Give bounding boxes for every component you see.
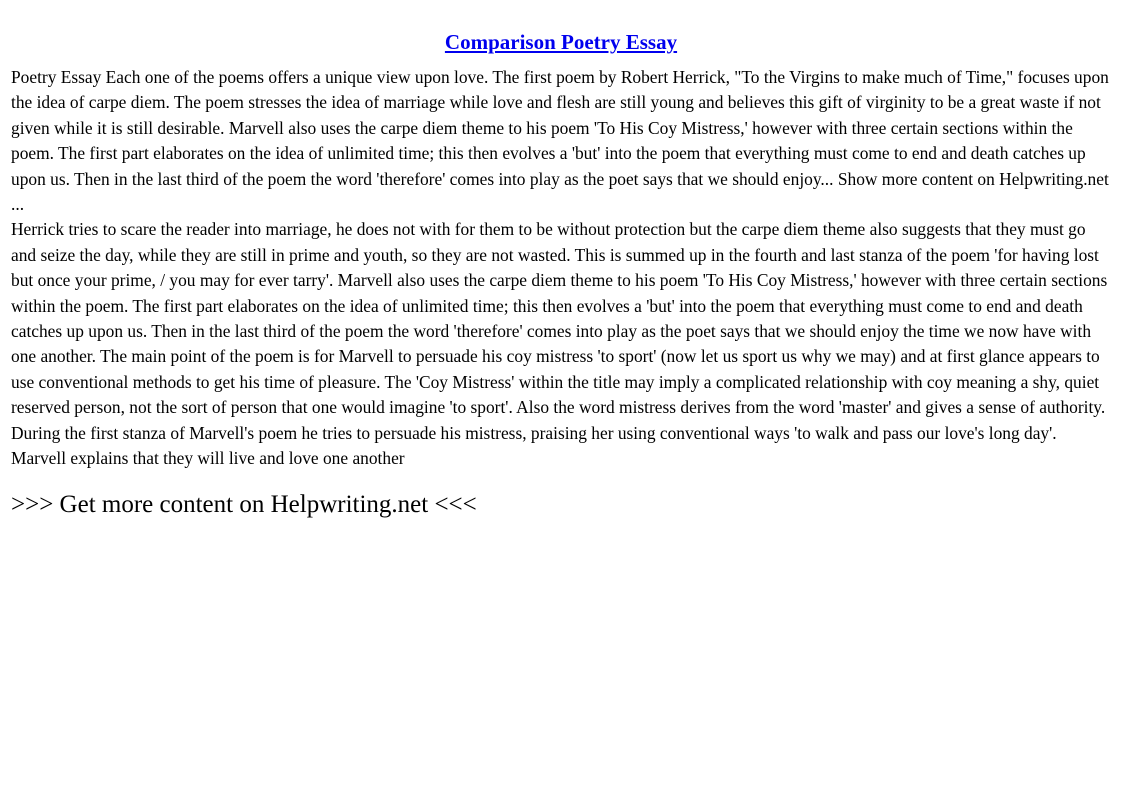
title-container [11,30,1111,55]
essay-paragraph-1: Poetry Essay Each one of the poems offers a unique view upon love. The first poem by Robert Herrick, "To the Virgins to make much of Time," focuses upon the idea of carpe diem. The poem stresses the idea of marriage while love and flesh are still young and believes this gift of virginity to be a great waste if not given while it is still desirable. Marvell also uses the carpe diem theme to his poem 'To His Coy Mistress,' however with three certain sections within the poem. The first part elaborates on the idea of unlimited time; this then evolves a 'but' into the poem that everything must come to end and death catches up upon us. Then in the last third of the poem the word 'therefore' comes into play as the poet says that we should enjoy... Show more content on Helpwriting.net ... [11,67,1109,215]
page-title-link[interactable]: Comparison Poetry Essay [444,30,678,54]
essay-paragraph-2: Herrick tries to scare the reader into marriage, he does not with for them to be without protection but the carpe diem theme also suggests that they must go and seize the day, while they are still in prime and youth, so they are not wasted. This is summed up in the fourth and last stanza of the poem 'for having lost but once your prime, / you may for ever tarry'. Marvell also uses the carpe diem theme to his poem 'To His Coy Mistress,' however with three certain sections within the poem. The first part elaborates on the idea of unlimited time; this then evolves a 'but' into the poem that everything must come to end and death catches up upon us. Then in the last third of the poem the word 'therefore' comes into play as the poet says that we should enjoy the time we now have with one another. The main point of the poem is for Marvell to persuade his coy mistress 'to sport' (now let us sport us why we may) and at first glance appears to use conventional methods to get his time of pleasure. The 'Coy Mistress' within the title may imply a complicated relationship with coy meaning a shy, quiet reserved person, not the sort of person that one would imagine 'to sport'. Also the word mistress derives from the word 'master' and gives a sense of authority. During the first stanza of Marvell's poem he tries to persuade his mistress, praising her using conventional ways 'to walk and pass our love's long day'. Marvell explains that they will live and love one another [11,219,1108,469]
more-content-text: >>> Get more content on Helpwriting.net <<< [11,490,477,518]
